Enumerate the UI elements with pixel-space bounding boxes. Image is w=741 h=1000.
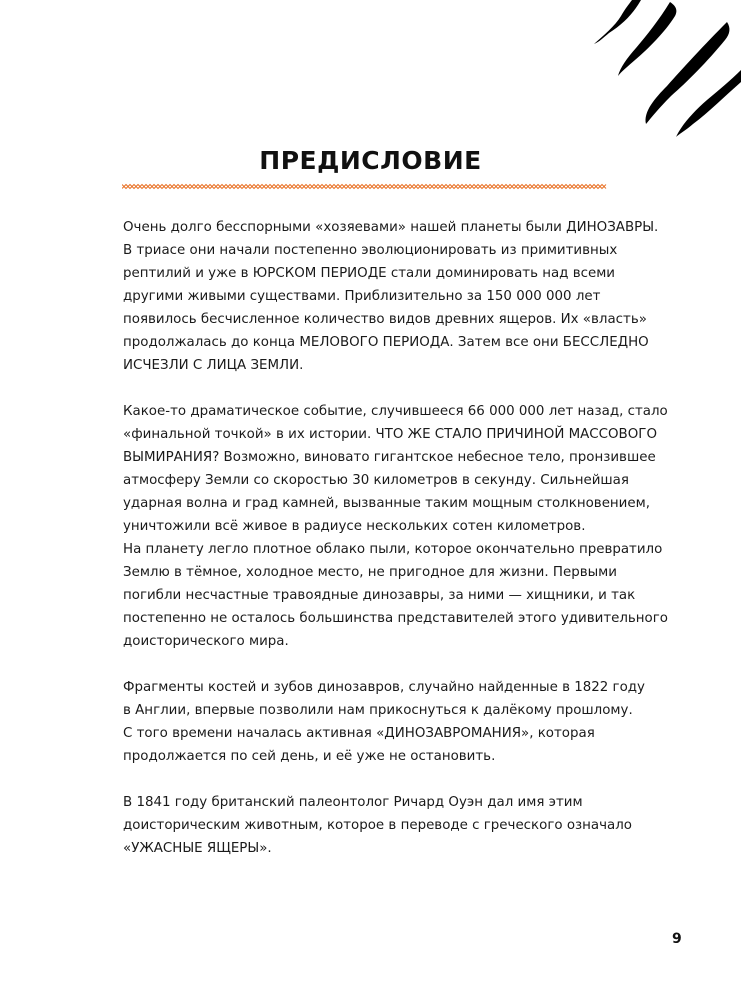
text-line: продолжается по сей день, и её уже не остановить. bbox=[123, 749, 496, 764]
claw-stroke-1 bbox=[594, 0, 641, 44]
text-line: ВЫМИРАНИЯ? Возможно, виновато гигантское небесное тело, пронзившее bbox=[123, 450, 656, 465]
text-line: доисторическим животным, которое в переводе с греческого означало bbox=[123, 818, 632, 833]
text-line: появилось бесчисленное количество видов древних ящеров. Их «власть» bbox=[123, 312, 647, 327]
text-line: атмосферу Земли со скоростью 30 километров в секунду. Сильнейшая bbox=[123, 473, 629, 488]
text-line: уничтожили всё живое в радиусе нескольких сотен километров. bbox=[123, 519, 586, 534]
text-line: В триасе они начали постепенно эволюционировать из примитивных bbox=[123, 243, 618, 258]
text-line: продолжалась до конца МЕЛОВОГО ПЕРИОДА. Затем все они БЕССЛЕДНО bbox=[123, 335, 649, 350]
text-line: Какое-то драматическое событие, случившееся 66 000 000 лет назад, стало bbox=[123, 404, 668, 419]
text-line: Фрагменты костей и зубов динозавров, случайно найденные в 1822 году bbox=[123, 680, 645, 695]
text-line: доисторического мира. bbox=[123, 634, 289, 649]
body-paragraph bbox=[123, 791, 632, 860]
body-paragraph bbox=[123, 676, 645, 768]
body-paragraph bbox=[123, 216, 659, 377]
text-line: «УЖАСНЫЕ ЯЩЕРЫ». bbox=[123, 841, 272, 856]
text-line: ИСЧЕЗЛИ С ЛИЦА ЗЕМЛИ. bbox=[123, 358, 304, 373]
text-line: в Англии, впервые позволили нам прикоснуться к далёкому прошлому. bbox=[123, 703, 633, 718]
text-line: На планету легло плотное облако пыли, которое окончательно превратило bbox=[123, 542, 663, 557]
page-title: ПРЕДИСЛОВИЕ bbox=[259, 146, 482, 175]
text-line: рептилий и уже в ЮРСКОМ ПЕРИОДЕ стали доминировать над всеми bbox=[123, 266, 615, 281]
text-line: ударная волна и град камней, вызванные таким мощным столкновением, bbox=[123, 496, 650, 511]
text-line: другими живыми существами. Приблизительно за 150 000 000 лет bbox=[123, 289, 601, 304]
text-line: С того времени началась активная «ДИНОЗАВРОМАНИЯ», которая bbox=[123, 726, 595, 741]
text-line: В 1841 году британский палеонтолог Ричард Оуэн дал имя этим bbox=[123, 795, 583, 810]
text-line: Очень долго бесспорными «хозяевами» нашей планеты были ДИНОЗАВРЫ. bbox=[123, 220, 659, 235]
body-text bbox=[123, 216, 668, 860]
page-number: 9 bbox=[672, 931, 682, 947]
zigzag-divider-icon bbox=[122, 183, 608, 191]
body-paragraph bbox=[123, 400, 668, 653]
text-line: «финальной точкой» в их истории. ЧТО ЖЕ СТАЛО ПРИЧИНОЙ МАССОВОГО bbox=[123, 427, 657, 442]
text-line: Землю в тёмное, холодное место, не пригодное для жизни. Первыми bbox=[123, 565, 617, 580]
text-line: погибли несчастные травоядные динозавры, за ними — хищники, и так bbox=[123, 588, 636, 603]
text-line: постепенно не осталось большинства представителей этого удивительного bbox=[123, 611, 668, 626]
claw-marks-icon bbox=[575, 0, 741, 150]
